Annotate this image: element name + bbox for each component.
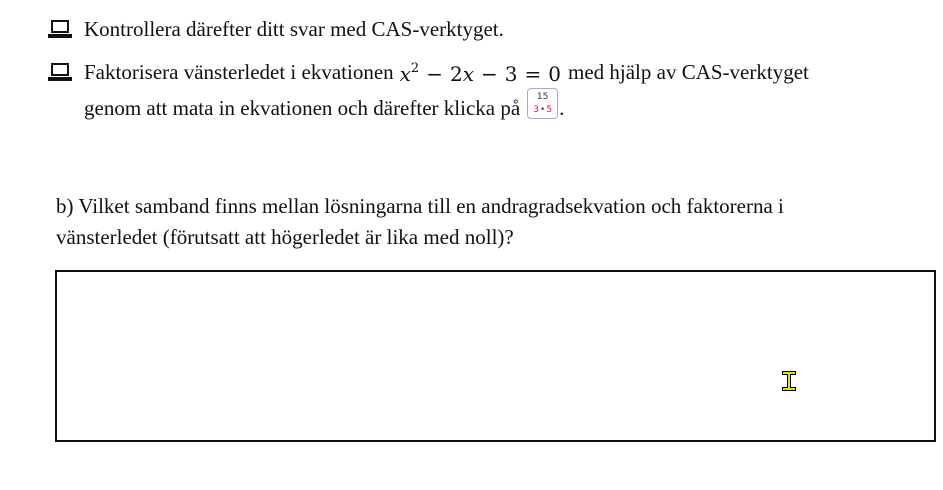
step-factorize-text-after: med hjälp av CAS-verktyget (567, 59, 809, 84)
step-factorize-continuation (84, 88, 564, 121)
step-check (48, 16, 504, 42)
step-factorize (48, 56, 809, 87)
factor-button-top: 15 (536, 92, 549, 102)
equation-minus: − (426, 62, 443, 86)
step-factorize-text: Faktorisera vänsterledet i ekvationen (84, 59, 394, 84)
equation-minus: − (480, 62, 498, 86)
laptop-icon (48, 19, 72, 39)
step-check-text: Kontrollera därefter ditt svar med CAS-verktyget. (84, 17, 504, 41)
factor-right: 5 (546, 105, 553, 115)
equation-const: 3 (504, 62, 518, 86)
factor-button[interactable] (527, 88, 558, 119)
laptop-icon (48, 62, 72, 82)
factor-button-bottom (528, 105, 557, 115)
equation-var2: x (462, 62, 474, 86)
equation-equals: = (524, 62, 542, 86)
equation-term: 2 (449, 62, 463, 86)
text-cursor-icon (782, 371, 796, 391)
period: . (559, 96, 565, 120)
answer-input[interactable] (55, 270, 936, 442)
continuation-text: genom att mata in ekvationen och därefter klicka på (84, 96, 521, 120)
factor-left: 3 (533, 105, 539, 115)
question-b: b) Vilket samband finns mellan lösningarna till en andragradsekvation och faktorerna i vänsterledet (förutsatt att högerledet är lika med noll)? (56, 194, 784, 249)
equation-rhs: 0 (548, 62, 561, 86)
equation-exponent: 2 (410, 61, 420, 76)
equation-var: x (399, 62, 411, 86)
factor-dot: • (540, 105, 546, 115)
equation (400, 56, 561, 87)
